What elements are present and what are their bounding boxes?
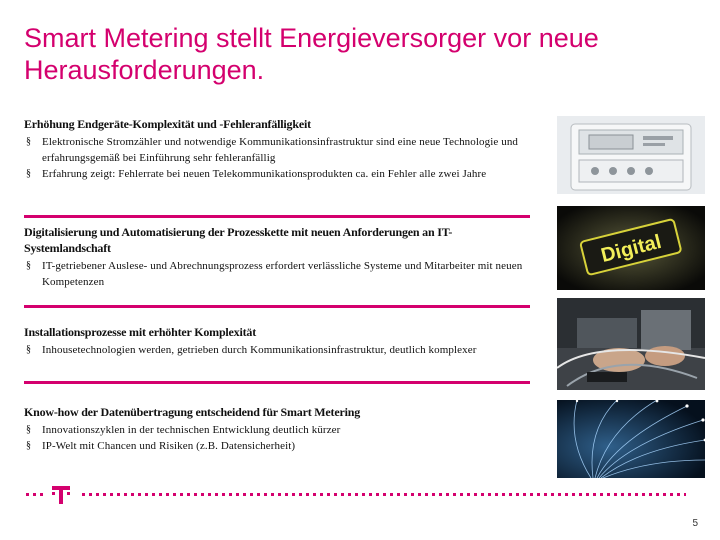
section-installation [24, 324, 524, 358]
footer-dot [243, 493, 246, 496]
footer-dot [292, 493, 295, 496]
technician-image [557, 298, 705, 390]
page-number: 5 [692, 518, 698, 529]
footer-dot [474, 493, 477, 496]
footer-dot [649, 493, 652, 496]
footer-dot [565, 493, 568, 496]
footer-dot [285, 493, 288, 496]
section-divider [24, 215, 530, 218]
footer-dot [572, 493, 575, 496]
footer-dot [663, 493, 666, 496]
footer-dot [82, 493, 85, 496]
footer-dot [397, 493, 400, 496]
bullet-list [24, 342, 524, 358]
footer-dot [432, 493, 435, 496]
footer-dot [362, 493, 365, 496]
bullet-list [24, 422, 524, 454]
footer-dot [166, 493, 169, 496]
footer-dot [355, 493, 358, 496]
section-heading: Erhöhung Endgeräte-Komplexität und -Fehleranfälligkeit [24, 117, 311, 131]
meter-image [557, 116, 705, 194]
footer-dot [110, 493, 113, 496]
bullet-list [24, 258, 524, 290]
footer-dot [439, 493, 442, 496]
footer-dot [229, 493, 232, 496]
footer-dot [586, 493, 589, 496]
footer-dot [103, 493, 106, 496]
footer-dot [670, 493, 673, 496]
telekom-logo [50, 484, 72, 504]
footer-dot [446, 493, 449, 496]
bullet-icon: § [26, 136, 32, 147]
footer-dot [628, 493, 631, 496]
footer-dot [348, 493, 351, 496]
footer-dot [369, 493, 372, 496]
footer-dotted-line [26, 492, 686, 498]
footer-dot [117, 493, 120, 496]
footer-dot [551, 493, 554, 496]
list-item: § Elektronische Stromzähler und notwendige Kommunikationsinfrastruktur sind eine neue Technologie und erfahrungsgemäß bei Einführung sehr fehleranfällig [26, 136, 519, 164]
footer-dot [173, 493, 176, 496]
footer-dot [215, 493, 218, 496]
footer-dot [677, 493, 680, 496]
footer-dot [642, 493, 645, 496]
footer-dot [320, 493, 323, 496]
footer-dot [453, 493, 456, 496]
footer-dot [201, 493, 204, 496]
footer-dot [530, 493, 533, 496]
footer-dot [334, 493, 337, 496]
footer-dot [488, 493, 491, 496]
footer-dot [509, 493, 512, 496]
list-item: § IP-Welt mit Chancen und Risiken (z.B. Datensicherheit) [26, 440, 296, 452]
footer-dot [131, 493, 134, 496]
footer-dot [495, 493, 498, 496]
footer-dot [236, 493, 239, 496]
section-divider [24, 305, 530, 308]
section-endgeraete [24, 116, 524, 182]
footer-dot [481, 493, 484, 496]
footer-dot [537, 493, 540, 496]
list-item: § Erfahrung zeigt: Fehlerrate bei neuen Telekommunikationsprodukten ca. ein Fehler alle zwei Jahre [26, 168, 487, 180]
footer-dot [306, 493, 309, 496]
footer-dot [124, 493, 127, 496]
footer-dot [313, 493, 316, 496]
footer-dot [257, 493, 260, 496]
footer-dot [26, 493, 29, 496]
section-heading: Know-how der Datenübertragung entscheidend für Smart Metering [24, 405, 361, 419]
footer-dot [635, 493, 638, 496]
footer-dot [138, 493, 141, 496]
bullet-icon: § [26, 424, 32, 435]
footer-dot [222, 493, 225, 496]
section-digitalisierung [24, 224, 524, 290]
footer-dot [327, 493, 330, 496]
bullet-icon: § [26, 440, 32, 451]
footer-dot [152, 493, 155, 496]
footer-dot [40, 493, 43, 496]
bullet-icon: § [26, 344, 32, 355]
digital-sign-text: Digital [598, 230, 664, 268]
footer-dot [621, 493, 624, 496]
bullet-icon: § [26, 260, 32, 271]
footer-dot [607, 493, 610, 496]
digital-sign-image [557, 206, 705, 290]
footer-dot [208, 493, 211, 496]
footer-dot [579, 493, 582, 496]
footer-dot [523, 493, 526, 496]
footer-dot [411, 493, 414, 496]
footer-dot [593, 493, 596, 496]
footer-dot [376, 493, 379, 496]
footer-dot [159, 493, 162, 496]
footer-dot [96, 493, 99, 496]
footer-dot [502, 493, 505, 496]
footer-dot [145, 493, 148, 496]
list-item: § Inhousetechnologien werden, getrieben durch Kommunikationsinfrastruktur, deutlich komplexer [26, 344, 477, 356]
footer-dot [614, 493, 617, 496]
footer-dot [278, 493, 281, 496]
section-heading: Digitalisierung und Automatisierung der Prozesskette mit neuen Anforderungen an IT-Systemlandschaft [24, 225, 453, 255]
fiber-optics-image [557, 400, 705, 478]
footer-dot [264, 493, 267, 496]
footer-dot [299, 493, 302, 496]
footer-dot [390, 493, 393, 496]
footer-dot [418, 493, 421, 496]
footer-dot [460, 493, 463, 496]
section-datenuebertragung [24, 404, 524, 454]
section-divider [24, 381, 530, 384]
list-item: § IT-getriebener Auslese- und Abrechnungsprozess erfordert verlässliche Systeme und Mitarbeiter mit neuen Kompetenzen [26, 260, 523, 288]
footer-dot [425, 493, 428, 496]
footer-dot [404, 493, 407, 496]
footer-dot [187, 493, 190, 496]
footer-dot [180, 493, 183, 496]
bullet-list [24, 134, 524, 182]
footer-dot [89, 493, 92, 496]
footer-dot [383, 493, 386, 496]
list-item: § Innovationszyklen in der technischen Entwicklung deutlich kürzer [26, 424, 341, 436]
footer-dot [684, 493, 686, 496]
footer-dot [467, 493, 470, 496]
footer-dot [250, 493, 253, 496]
footer-dot [341, 493, 344, 496]
footer-dot [194, 493, 197, 496]
page-title: Smart Metering stellt Energieversorger vor neue Herausforderungen. [24, 23, 599, 85]
footer-dot [600, 493, 603, 496]
section-heading: Installationsprozesse mit erhöhter Komplexität [24, 325, 257, 339]
footer-dot [558, 493, 561, 496]
bullet-icon: § [26, 168, 32, 179]
footer-dot [33, 493, 36, 496]
footer-dot [656, 493, 659, 496]
footer-dot [516, 493, 519, 496]
footer-dot [544, 493, 547, 496]
footer-dot [271, 493, 274, 496]
